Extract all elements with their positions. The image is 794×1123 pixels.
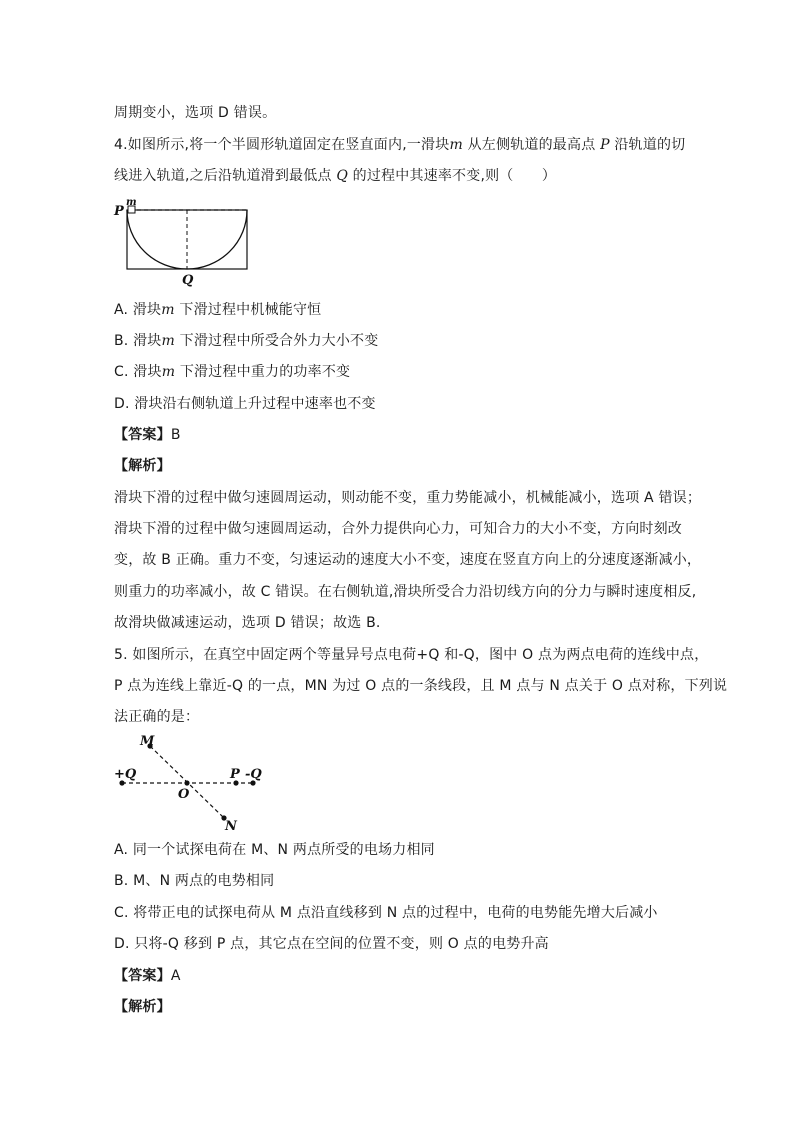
q5-stem-line-2: P 点为连线上靠近-Q 的一点，MN 为过 O 点的一条线段，且 M 点与 N 点关于 O 点对称，下列说: [114, 678, 728, 694]
q4-answer: 【答案】B: [114, 427, 181, 443]
q4-stem-line-1: 4.如图所示,将一个半圆形轨道固定在竖直面内,一滑块m 从左侧轨道的最高点 P 沿轨道的切: [114, 137, 686, 153]
q4-analysis-label: 【解析】: [114, 458, 171, 474]
label-plus-q: +Q: [114, 767, 137, 782]
q5-analysis-label: 【解析】: [114, 999, 171, 1015]
q5-stem-line-3: 法正确的是：: [114, 709, 200, 725]
q5-stem-line-1: 5. 如图所示，在真空中固定两个等量异号点电荷+Q 和-Q，图中 O 点为两点电荷的连线中点，: [114, 647, 709, 663]
q4-analysis-line-3: 变，故 B 正确。重力不变，匀速运动的速度大小不变，速度在竖直方向上的分速度逐渐减小，: [114, 552, 702, 568]
q4-option-a: A. 滑块m 下滑过程中机械能守恒: [114, 302, 322, 318]
q5-option-c: C. 将带正电的试探电荷从 M 点沿直线移到 N 点的过程中，电荷的电势能先增大后减小: [114, 905, 658, 921]
q4-analysis-line-5: 故滑块做减速运动，选项 D 错误；故选 B.: [114, 615, 381, 631]
q5-charges-figure: [110, 732, 280, 834]
label-o: O: [178, 787, 190, 802]
q5-option-b: B. M、N 两点的电势相同: [114, 873, 275, 889]
label-p: P: [230, 767, 240, 782]
label-n: N: [225, 819, 237, 834]
q4-option-c: C. 滑块m 下滑过程中重力的功率不变: [114, 364, 351, 380]
q4-analysis-line-1: 滑块下滑的过程中做匀速圆周运动，则动能不变，重力势能减小，机械能减小，选项 A 错误；: [114, 490, 702, 506]
q4-option-d: D. 滑块沿右侧轨道上升过程中速率也不变: [114, 396, 376, 412]
label-m: m: [126, 197, 137, 208]
q5-option-a: A. 同一个试探电荷在 M、N 两点所受的电场力相同: [114, 842, 435, 858]
label-p: P: [114, 204, 124, 219]
q5-option-d: D. 只将-Q 移到 P 点，其它点在空间的位置不变，则 O 点的电势升高: [114, 936, 549, 952]
q4-stem-line-2: 线进入轨道,之后沿轨道滑到最低点 Q 的过程中其速率不变,则（ ）: [114, 168, 557, 184]
label-q: Q: [182, 273, 194, 288]
label-minus-q: -Q: [245, 767, 262, 782]
q4-semicircle-track-figure: [110, 196, 280, 288]
q4-analysis-line-4: 则重力的功率减小，故 C 错误。在右侧轨道,滑块所受合力沿切线方向的分力与瞬时速度相反,: [114, 584, 697, 600]
q5-answer: 【答案】A: [114, 968, 181, 984]
label-m: M: [140, 734, 155, 749]
q4-option-b: B. 滑块m 下滑过程中所受合外力大小不变: [114, 333, 379, 349]
q4-analysis-line-2: 滑块下滑的过程中做匀速圆周运动，合外力提供向心力，可知合力的大小不变，方向时刻改: [114, 521, 682, 537]
point-o: [184, 780, 189, 785]
previous-answer-line: 周期变小，选项 D 错误。: [114, 105, 277, 121]
